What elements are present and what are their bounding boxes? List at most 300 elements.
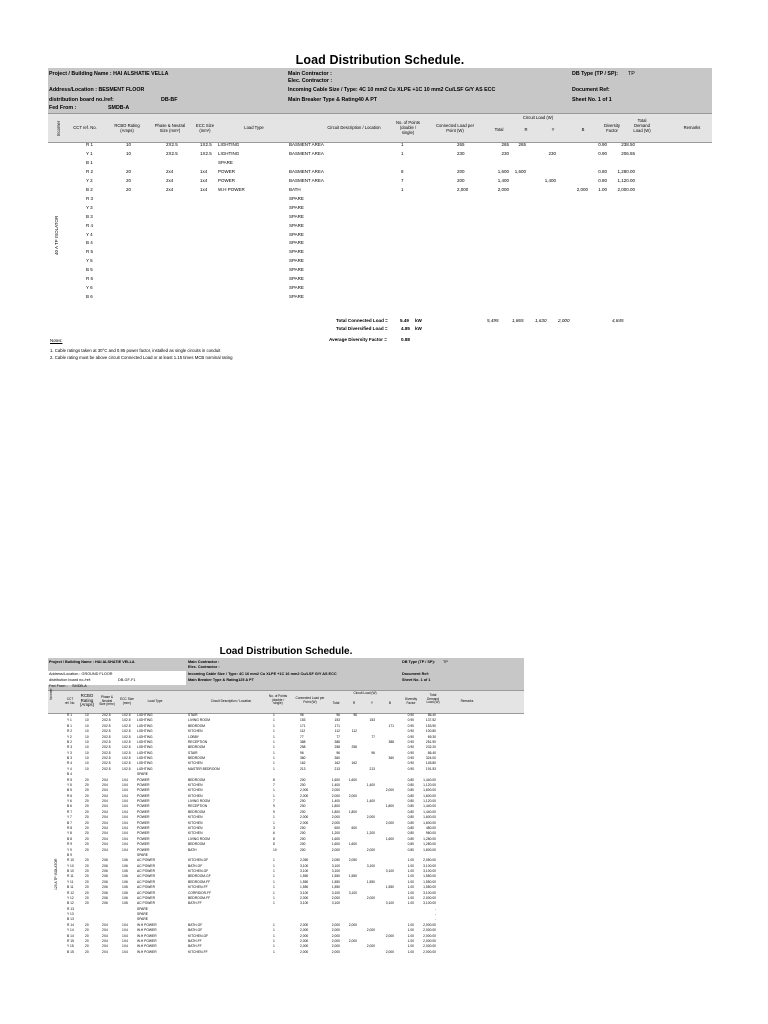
cell-pts: 10 — [273, 847, 277, 852]
cell-y: 153 — [369, 718, 375, 723]
cell-desc: BATH-FF — [188, 938, 202, 943]
cell-rcbo: 20 — [85, 825, 89, 830]
cell-div: 1.00 — [407, 901, 414, 906]
cell-per: 3,100 — [300, 869, 309, 874]
cell-total: 2,000 — [331, 815, 340, 820]
cell-per: 213 — [300, 766, 306, 771]
cell-pn: 2X4 — [102, 825, 108, 830]
table-row — [48, 142, 712, 150]
cell-type: LIGHTING — [137, 718, 153, 723]
cell-type: AC POWER — [137, 901, 155, 906]
header-load-type: Load Type — [244, 125, 264, 130]
cell-pn: 2X6 — [102, 890, 108, 895]
cell-dem: 145.80 — [425, 761, 436, 766]
cell-rcbo: 20 — [85, 777, 89, 782]
cell-pts: 8 — [273, 842, 275, 847]
cell-cct: B 4 — [67, 772, 72, 777]
cell-rcbo: 20 — [85, 949, 89, 954]
table-row — [48, 151, 712, 159]
cell-rcbo: 20 — [126, 168, 132, 174]
header-total-demand: Total Demand Load (W) — [633, 118, 651, 133]
cell-per: 200 — [300, 809, 306, 814]
cell-b: 2,000 — [385, 933, 394, 938]
total-connected-value: 5.49 — [400, 318, 409, 323]
cell-total: 1,800 — [331, 804, 340, 809]
cell-dem: 137.52 — [425, 718, 436, 723]
cell-cct: R 1 — [67, 713, 73, 717]
cell-dem: 238.50 — [621, 142, 635, 147]
cell-div: 1.00 — [407, 890, 414, 895]
cell-desc: BEDROOM — [188, 842, 206, 847]
cell-dem: 69.30 — [427, 734, 436, 739]
cell-r: 2,000 — [348, 793, 357, 798]
cell-pn: 2X6 — [102, 885, 108, 890]
cell-div: 1.00 — [407, 869, 414, 874]
cell-pts: 1 — [273, 863, 275, 868]
cell-total: 2,000 — [331, 949, 340, 954]
cell-cct: R 5 — [67, 777, 73, 782]
cell-r: 265 — [518, 142, 526, 147]
cell-div: 0.80 — [407, 820, 414, 825]
cell-dem: 2,000.00 — [617, 186, 635, 192]
s2-main-contractor: Main Contractor : — [188, 660, 220, 664]
cell-rcbo: 10 — [85, 745, 89, 750]
cell-dem: 1,440.00 — [423, 804, 436, 809]
cell-dem: 1,550.00 — [423, 879, 436, 884]
cell-pts: 1 — [273, 869, 275, 874]
cell-pn: 2X4 — [102, 804, 108, 809]
cell-pts: 1 — [273, 761, 275, 766]
cell-per: 2,000 — [457, 186, 469, 192]
cell-total: 112 — [334, 729, 340, 734]
cell-per: 388 — [300, 739, 306, 744]
cell-ecc: 1X4 — [122, 815, 128, 820]
cell-desc: BEDROOM — [188, 745, 206, 750]
cell-type: POWER — [137, 815, 150, 820]
cell-div: 0.90 — [407, 729, 414, 734]
cell-dem: 1,440.00 — [423, 809, 436, 814]
cell-pn: 2X2.5 — [102, 713, 111, 717]
fed-from-label: Fed From : — [49, 105, 77, 111]
cell-dem: 2,050.00 — [423, 858, 436, 863]
cell-ecc: 1X2.5 — [122, 734, 131, 739]
cell-ecc: 1X6 — [122, 869, 128, 874]
cell-pts: 1 — [273, 858, 275, 863]
total-diversified-unit: kW — [415, 326, 422, 331]
header-b: B — [581, 127, 585, 132]
cell-dem: 1,600.00 — [423, 793, 436, 798]
cell-rcbo: 20 — [85, 863, 89, 868]
cell-ecc: 1X6 — [122, 890, 128, 895]
cell-desc: BEDROOM — [188, 723, 206, 728]
cell-total: 3,100 — [331, 901, 340, 906]
cell-per: 200 — [300, 847, 306, 852]
cell-div: 1.00 — [407, 879, 414, 884]
cell-y: 1,200 — [366, 831, 375, 836]
cell-total: 2,000 — [331, 895, 340, 900]
cell-r: 1,800 — [348, 809, 357, 814]
s2-header-incomer: Incomer — [49, 688, 53, 700]
cell-cct: B 2 — [86, 186, 93, 192]
cell-ecc: 1X4 — [122, 938, 128, 943]
cell-r: 96 — [353, 713, 357, 717]
cell-type: LIGHTING — [137, 739, 153, 744]
cell-div: 0.90 — [598, 150, 607, 156]
cell-ecc: 1X4 — [122, 933, 128, 938]
cell-cct: Y 9 — [67, 847, 72, 852]
s2-header-y: Y — [370, 701, 374, 705]
cell-b: 1,600 — [385, 836, 394, 841]
cell-desc: SPARE — [289, 276, 304, 282]
cell-pts: 1 — [273, 949, 275, 954]
cell-dem: - — [434, 906, 436, 911]
cell-cct: R 3 — [67, 745, 73, 750]
header-total: Total — [494, 127, 504, 132]
cell-cct: R 2 — [86, 168, 94, 174]
cell-rcbo: 20 — [85, 928, 89, 933]
cell-total: 2,000 — [331, 938, 340, 943]
cell-dem: 1,440.00 — [423, 777, 436, 782]
cell-pn: 2X4 — [102, 799, 108, 804]
cell-type: W.H POWER — [137, 933, 157, 938]
cell-pts: 1 — [273, 933, 275, 938]
cell-cct: R 2 — [67, 729, 73, 734]
cell-ecc: 1X4 — [122, 782, 128, 787]
s2-db-ref-label: distribution board no./ref: — [49, 678, 92, 682]
s2-header-remarks: Remarks — [460, 699, 474, 703]
table-row — [48, 240, 712, 248]
cell-div: 0.80 — [598, 168, 607, 174]
elec-contractor: Elec. Contractor : — [288, 78, 333, 84]
cell-div: 0.80 — [407, 815, 414, 820]
cell-total: 1,400 — [331, 782, 340, 787]
cell-pn: 2X4 — [102, 842, 108, 847]
cell-b: 171 — [388, 723, 394, 728]
cell-per: 200 — [300, 777, 306, 782]
cell-dem: 3,100.00 — [423, 869, 436, 874]
cell-total: 360 — [334, 756, 340, 761]
cell-cct: R 6 — [86, 276, 94, 282]
cell-rcbo: 20 — [85, 869, 89, 874]
cell-pts: 3 — [273, 825, 275, 830]
cell-div: 0.90 — [407, 718, 414, 723]
table-row — [48, 187, 712, 195]
cell-div: 1.00 — [407, 885, 414, 890]
cell-cct: R 1 — [86, 142, 94, 147]
cell-desc: KITCHEN-GF — [188, 858, 209, 863]
cell-pn: 2X2.5 — [102, 723, 111, 728]
cell-pn: 2X6 — [102, 869, 108, 874]
cell-total: 1,600 — [331, 842, 340, 847]
cell-desc: SPARE — [289, 249, 304, 255]
cell-desc: BATH-GF — [188, 928, 203, 933]
s2-header-connected-per-point: Connected Load per Point (W) — [295, 696, 325, 704]
cell-ecc: 1X2.5 — [200, 150, 212, 156]
cell-pn: 2x4 — [166, 186, 174, 192]
cell-pn: 2X2.5 — [102, 756, 111, 761]
cell-ecc: 1X2.5 — [122, 718, 131, 723]
cell-per: 200 — [300, 782, 306, 787]
cell-pn: 2X4 — [102, 788, 108, 793]
cell-rcbo: 10 — [85, 750, 89, 755]
cell-rcbo: 20 — [85, 895, 89, 900]
cell-pts: 1 — [273, 890, 275, 895]
cell-pts: 8 — [273, 836, 275, 841]
cell-cct: Y 12 — [67, 895, 74, 900]
cell-pn: 2X4 — [102, 777, 108, 782]
cell-desc: SPARE — [289, 195, 304, 201]
cell-r: 2,000 — [348, 922, 357, 927]
db-type-label: DB Type (TP / SP): — [572, 71, 619, 77]
cell-dem: 1,120.00 — [423, 782, 436, 787]
cell-ecc: 1X6 — [122, 863, 128, 868]
avg-diversity-label: Average Diversity Factor = — [329, 337, 387, 342]
cell-pts: 1 — [273, 750, 275, 755]
total-diversified-value: 4.85 — [401, 326, 410, 331]
sheet1-info-block — [48, 68, 712, 113]
cell-per: 200 — [300, 799, 306, 804]
avg-diversity-value: 0.88 — [401, 337, 410, 342]
table-row — [48, 249, 712, 257]
cell-total: 1,550 — [331, 874, 340, 879]
header-incomer: Incomer — [56, 120, 61, 136]
cell-rcbo: 20 — [85, 885, 89, 890]
cell-cct: R 11 — [67, 874, 74, 879]
cell-type: W.H POWER — [137, 922, 157, 927]
s2-db-ref-value: DB-GF-F1 — [118, 678, 136, 682]
sum-demand: 4,845 — [612, 318, 624, 323]
cell-type: SPARE — [137, 852, 148, 857]
header-phase-neutral: Phase & Neutral Size (mm²) — [154, 123, 186, 133]
cell-rcbo: 10 — [85, 713, 89, 717]
cell-pn: 2X4 — [102, 782, 108, 787]
s2-header-b: B — [388, 701, 392, 705]
cell-y: 1,400 — [366, 799, 375, 804]
cell-desc: LIVING ROOM — [188, 718, 210, 723]
cell-b: 2,000 — [385, 820, 394, 825]
s2-project-name: Project / Building Name : HAI ALSHATIE VELLA — [49, 660, 135, 664]
cell-dem: 480.00 — [425, 825, 436, 830]
notes-title: Notes: — [50, 338, 63, 343]
cell-rcbo: 20 — [85, 815, 89, 820]
cell-rcbo: 20 — [85, 804, 89, 809]
cell-y: 1,400 — [544, 177, 556, 183]
cell-type: LIGHTING — [137, 713, 153, 717]
cell-cct: Y 4 — [67, 766, 72, 771]
cell-per: 200 — [300, 831, 306, 836]
cell-desc: BATH-GF — [188, 863, 203, 868]
header-y: Y — [551, 127, 555, 132]
cell-rcbo: 20 — [85, 809, 89, 814]
cell-desc: BEDROOM-FF — [188, 895, 211, 900]
cell-cct: R 13 — [67, 906, 74, 911]
cell-y: 2,000 — [366, 895, 375, 900]
table-row — [48, 232, 712, 240]
cell-type: AC POWER — [137, 874, 155, 879]
cell-total: 96 — [336, 713, 340, 717]
cell-type: LIGHTING — [137, 745, 153, 750]
sheet2-isolator-label: 125 A TP ISOLATOR — [54, 858, 58, 890]
project-name: Project / Building Name : HAI ALSHATIE VELLA — [49, 71, 169, 77]
cell-div: 1.00 — [407, 928, 414, 933]
cell-ecc: 1X2.5 — [122, 761, 131, 766]
cell-total: 1,600 — [331, 836, 340, 841]
cell-r: 1,550 — [348, 874, 357, 879]
cell-div: 1.00 — [407, 895, 414, 900]
cell-cct: B 4 — [86, 240, 93, 246]
total-connected-unit: kW — [415, 318, 422, 323]
cell-pn: 2X4 — [102, 831, 108, 836]
cell-cct: R 14 — [67, 922, 74, 927]
cell-total: 388 — [334, 739, 340, 744]
cell-total: 213 — [334, 766, 340, 771]
cell-cct: Y 6 — [86, 285, 93, 291]
cell-rcbo: 20 — [85, 793, 89, 798]
cell-per: 112 — [300, 729, 306, 734]
cell-pn: 2X6 — [102, 895, 108, 900]
cell-rcbo: 10 — [126, 142, 132, 147]
cell-r: 2,050 — [348, 858, 357, 863]
cell-desc: BATH — [289, 186, 301, 192]
cell-cct: Y 8 — [67, 831, 72, 836]
s2-header-circuit-load: Circuit Load (W) — [353, 691, 377, 695]
cell-per: 153 — [300, 718, 306, 723]
cell-per: 77 — [300, 734, 304, 739]
cell-pts: 1 — [273, 922, 275, 927]
cell-total: 265 — [501, 142, 509, 147]
table-row — [48, 160, 712, 168]
cell-ecc: 1X4 — [122, 777, 128, 782]
cell-type: POWER — [137, 809, 150, 814]
s2-db-type-value: TP — [443, 660, 448, 664]
cell-per: 2,000 — [300, 949, 309, 954]
cell-desc: SPARE — [289, 294, 304, 300]
cell-total: 2,050 — [331, 858, 340, 863]
cell-desc: BEDROOM-GF — [188, 874, 211, 879]
cell-desc: SPARE — [289, 258, 304, 264]
cell-pn: 2X2.5 — [102, 729, 111, 734]
cell-type: W.H POWER — [218, 186, 245, 192]
cell-dem: 86.40 — [427, 713, 436, 717]
cell-div: 0.80 — [407, 831, 414, 836]
cell-pn: 2X4 — [102, 793, 108, 798]
cell-total: 2,000 — [331, 933, 340, 938]
cell-total: 258 — [334, 745, 340, 750]
table-row — [48, 276, 712, 284]
cell-type: POWER — [137, 788, 150, 793]
s2-sheet-number: Sheet No. 1 of 1 — [402, 678, 431, 682]
cell-div: 0.90 — [407, 761, 414, 766]
cell-total: 1,550 — [331, 885, 340, 890]
cell-cct: R 10 — [67, 858, 74, 863]
cell-cct: B 9 — [67, 852, 72, 857]
cell-pn: 2X2.5 — [166, 150, 178, 156]
cell-ecc: 1X4 — [122, 831, 128, 836]
cell-r: 1,600 — [348, 777, 357, 782]
cell-desc: MASTER BEDROOM — [188, 766, 220, 771]
cell-desc: BATH-GF — [188, 922, 203, 927]
cell-rcbo: 10 — [85, 766, 89, 771]
cell-cct: B 14 — [67, 933, 74, 938]
cell-div: 1.00 — [407, 858, 414, 863]
cell-pts: 1 — [273, 718, 275, 723]
cell-type: W.H POWER — [137, 944, 157, 949]
cell-pts: 1 — [273, 874, 275, 879]
cell-total: 1,600 — [497, 168, 509, 174]
cell-per: 3,100 — [300, 890, 309, 895]
cell-type: LIGHTING — [137, 761, 153, 766]
cell-per: 200 — [300, 804, 306, 809]
cell-dem: 1,550.00 — [423, 885, 436, 890]
cell-pn: 2X4 — [102, 928, 108, 933]
sheet2-table-header — [48, 690, 524, 714]
cell-b: 2,000 — [385, 788, 394, 793]
sheet1-isolator-label: 40 A TP ISOLATOR — [54, 215, 59, 255]
s2-incoming-cable: Incoming Cable Size / Type: 4C 16 mm2 Cu XLPE +1C 16 mm2 Cu/LSF G/Y AS ECC — [188, 672, 337, 676]
cell-type: AC POWER — [137, 890, 155, 895]
cell-dem: 232.20 — [425, 745, 436, 750]
cell-desc: BASMENT AREA — [289, 168, 324, 174]
cell-type: POWER — [218, 168, 236, 174]
cell-pn: 2X4 — [102, 847, 108, 852]
cell-cct: B 15 — [67, 949, 74, 954]
cell-per: 2,000 — [300, 793, 309, 798]
header-diversity: Diversity Factor — [603, 123, 621, 133]
table-row — [48, 196, 712, 204]
cell-dem: 1,280.00 — [617, 168, 635, 174]
cell-div: 0.90 — [407, 713, 414, 717]
s2-header-total: Total — [332, 701, 340, 705]
cell-ecc: 1x4 — [200, 186, 208, 192]
cell-ecc: 1X4 — [122, 922, 128, 927]
cell-ecc: 1X4 — [122, 793, 128, 798]
cell-cct: Y 2 — [67, 734, 72, 739]
cell-pts: 1 — [273, 766, 275, 771]
cell-per: 230 — [457, 150, 465, 156]
cell-desc: BASMENT AREA — [289, 150, 324, 156]
cell-div: 1.00 — [598, 186, 607, 192]
cell-cct: R 12 — [67, 890, 74, 895]
cell-dem: 3,100.00 — [423, 901, 436, 906]
cell-per: 171 — [300, 723, 306, 728]
cell-total: 1,200 — [331, 831, 340, 836]
cell-b: 2,000 — [385, 949, 394, 954]
cell-desc: STAIR — [188, 750, 198, 755]
cell-type: LIGHTING — [137, 723, 153, 728]
cell-div: 0.80 — [407, 777, 414, 782]
cell-pn: 2X6 — [102, 901, 108, 906]
cell-cct: B 11 — [67, 885, 74, 890]
cell-pn: 2X2.5 — [102, 718, 111, 723]
cell-desc: KITCHEN-FF — [188, 949, 208, 954]
cell-ecc: 1X4 — [122, 949, 128, 954]
cell-total: 1,800 — [331, 809, 340, 814]
cell-div: 0.90 — [407, 723, 414, 728]
cell-rcbo: 20 — [85, 874, 89, 879]
s2-address-location: Address/Location : GROUND FLOOR — [49, 672, 113, 676]
cell-cct: Y 7 — [67, 815, 72, 820]
cell-b: 1,800 — [385, 804, 394, 809]
cell-ecc: 1X6 — [122, 885, 128, 890]
cell-total: 600 — [334, 825, 340, 830]
cell-type: AC POWER — [137, 858, 155, 863]
cell-cct: Y 14 — [67, 928, 74, 933]
cell-ecc: 1X6 — [122, 858, 128, 863]
cell-y: 230 — [548, 150, 556, 156]
cell-cct: B 2 — [67, 739, 72, 744]
cell-dem: 2,000.00 — [423, 928, 436, 933]
cell-pts: 7 — [273, 782, 275, 787]
